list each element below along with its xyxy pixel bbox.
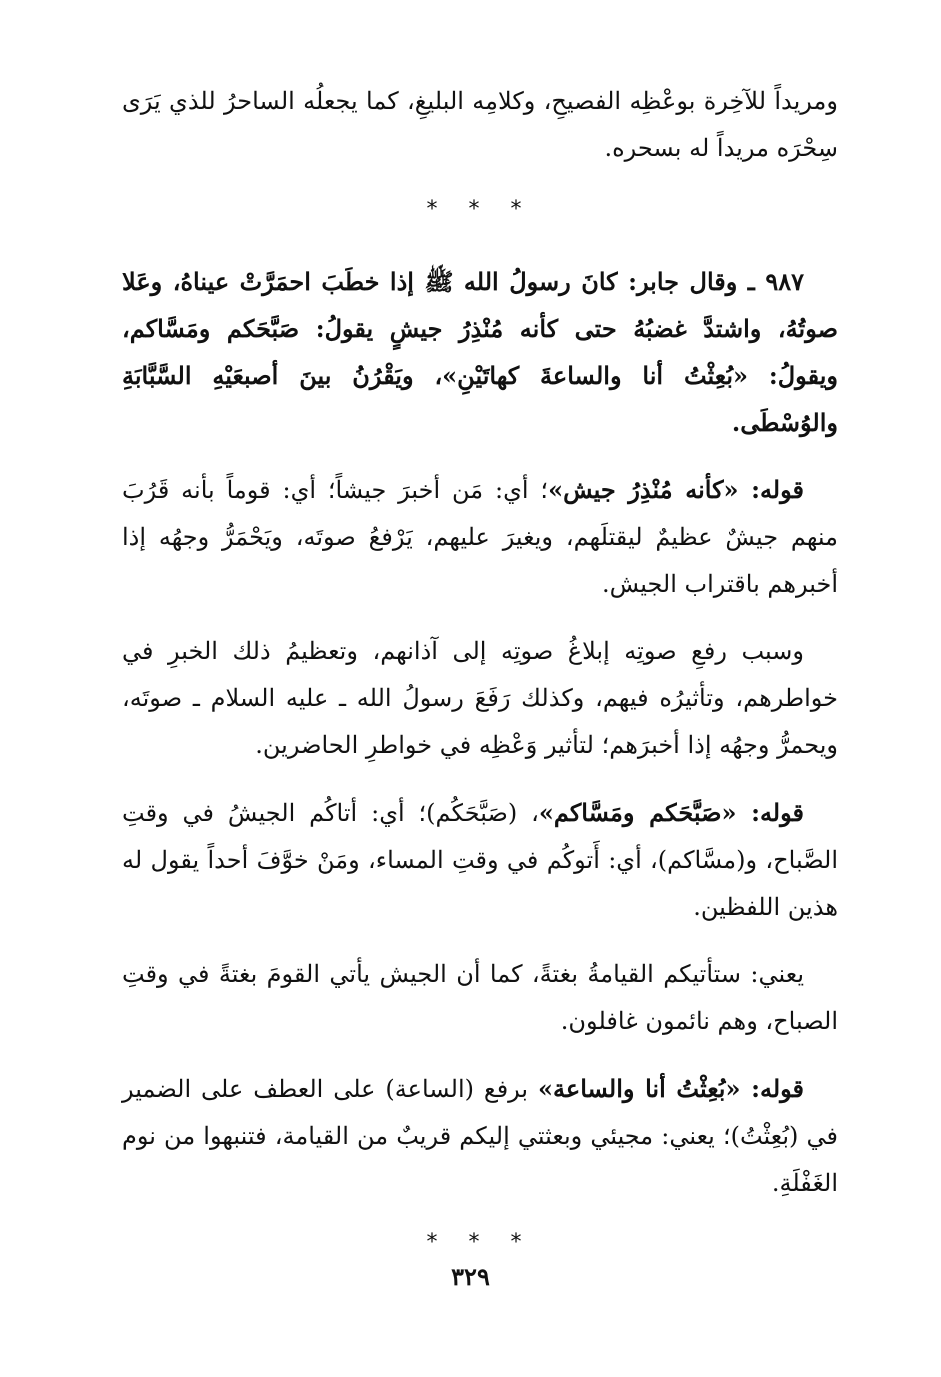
paragraph-continuation: ومريداً للآخِرة بوعْظِه الفصيحِ، وكلامِه البليغِ، كما يجعلُه الساحرُ للذي يَرَى سِحْرَه مريداً له بسحره. [122,87,838,162]
hadith-text: ٩٨٧ ـ وقال جابر: كانَ رسولُ الله ﷺ إذا خطَبَ احمَرَّتْ عيناهُ، وعَلا صوتُهُ، واشتدَّ غضبُهُ حتى كأنه مُنْذِرُ جيشٍ يقولُ: صَبَّحَكم ومَسَّاكم، ويقولُ: «بُعِثْتُ أنا والساعةَ كهاتَيْنِ»، ويَقْرُنُ بينَ أصبعَيْهِ السَّبَّابَةِ والوُسْطَى. [122,267,838,437]
commentary-paragraph-4: يعني: ستأتيكم القيامةُ بغتةً، كما أن الجيش يأتي القومَ بغتةً في وقتِ الصباح، وهم نائمون غافلون. [122,960,838,1035]
commentary-lead-3: قوله: «صَبَّحَكم ومَسَّاكم» [538,798,804,827]
commentary-paragraph-5 [122,1065,838,1207]
commentary-body-3: ، (صَبَّحَكُم)؛ أي: أتاكُم الجيشُ في وقتِ الصَّباح، و(مسَّاكم)، أي: أَتوكُم في وقتِ المساء، ومَنْ خوَّفَ أحداً يقول له هذين اللفظين. [122,799,838,921]
commentary-body-5: برفع (الساعة) على العطف على الضمير في (بُعِثْتُ)؛ يعني: مجيئي وبعثتي إليكم قريبٌ من القيامة، فتنبهوا من نوم الغَفْلَةِ. [122,1075,838,1197]
commentary-lead-5: قوله: «بُعِثْتُ أنا والساعة» [538,1074,805,1103]
commentary-paragraph-2: وسبب رفعِ صوتِه إبلاغُ صوتِه إلى آذانهم، وتعظيمُ ذلك الخبرِ في خواطرهم، وتأثيرُه فيهم، وكذلك رَفَعَ رسولُ الله ـ عليه السلام ـ صوتَه، ويحمرُّ وجهُه إذا أخبرَهم؛ لتأثير وَعْظِه في خواطرِ الحاضرين. [122,637,839,759]
section-separator-stars: * * * [426,197,534,222]
section-separator-stars-end: * * * [426,1230,534,1255]
page-number: ٣٢٩ [451,1262,490,1291]
page-body [122,78,838,1263]
commentary-lead-1: قوله: «كأنه مُنْذِرُ جيش» [548,475,804,504]
commentary-body-1: ؛ أي: مَن أخبرَ جيشاً؛ أي: قوماً بأنه قَرُبَ منهم جيشٌ عظيمٌ ليقتلَهم، ويغيرَ عليهم، يَرْفعُ صوتَه، ويَحْمَرُّ وجهُه إذا أخبرهم باقتراب الجيش. [122,476,838,598]
commentary-paragraph-1 [122,466,838,608]
commentary-paragraph-3 [122,789,838,931]
